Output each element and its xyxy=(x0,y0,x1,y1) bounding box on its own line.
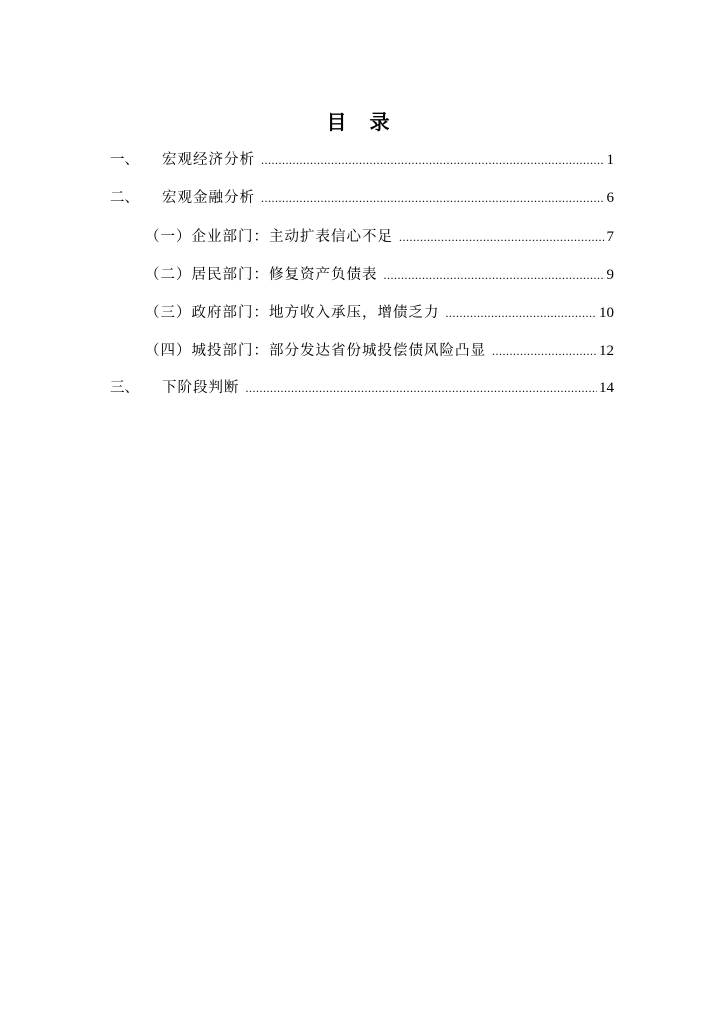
toc-entry-page: 1 xyxy=(606,152,614,168)
toc-entry-label: 宏观经济分析 xyxy=(162,152,255,168)
toc-entry-label: 下阶段判断 xyxy=(162,380,240,396)
toc-entry-number: 一、 xyxy=(110,152,139,168)
toc-entry-number: 三、 xyxy=(110,380,139,396)
toc-entry-label: （二）居民部门：修复资产负债表 xyxy=(145,267,378,283)
toc-entry-macro-economy[interactable] xyxy=(110,148,614,172)
toc-title: 目 录 xyxy=(326,110,398,134)
toc-dot-leader xyxy=(246,376,598,400)
toc-entry-government-sector[interactable] xyxy=(145,301,614,325)
toc-dot-leader xyxy=(492,339,597,363)
toc-entry-number: 二、 xyxy=(110,190,139,206)
toc-dot-leader xyxy=(261,148,605,172)
toc-entry-page: 9 xyxy=(606,267,614,283)
toc-entry-page: 7 xyxy=(606,229,614,245)
toc-entry-label: （三）政府部门：地方收入承压，增债乏力 xyxy=(145,305,440,321)
toc-entry-label: 宏观金融分析 xyxy=(162,190,255,206)
toc-entry-household-sector[interactable] xyxy=(145,263,614,287)
toc-entry-corporate-sector[interactable] xyxy=(145,225,614,249)
toc-entry-page: 14 xyxy=(599,380,614,396)
toc-dot-leader xyxy=(446,301,598,325)
toc-entry-lgfv-sector[interactable] xyxy=(145,339,614,363)
toc-entry-page: 6 xyxy=(606,190,614,206)
toc-entry-page: 10 xyxy=(599,305,614,321)
toc-dot-leader xyxy=(384,263,605,287)
toc-entry-page: 12 xyxy=(599,343,614,359)
toc-dot-leader xyxy=(399,225,605,249)
toc-entry-label: （四）城投部门：部分发达省份城投偿债风险凸显 xyxy=(145,343,486,359)
toc-dot-leader xyxy=(261,186,605,210)
toc-entry-next-stage-outlook[interactable] xyxy=(110,376,614,400)
toc-entry-macro-finance[interactable] xyxy=(110,186,614,210)
toc-entry-label: （一）企业部门：主动扩表信心不足 xyxy=(145,229,393,245)
